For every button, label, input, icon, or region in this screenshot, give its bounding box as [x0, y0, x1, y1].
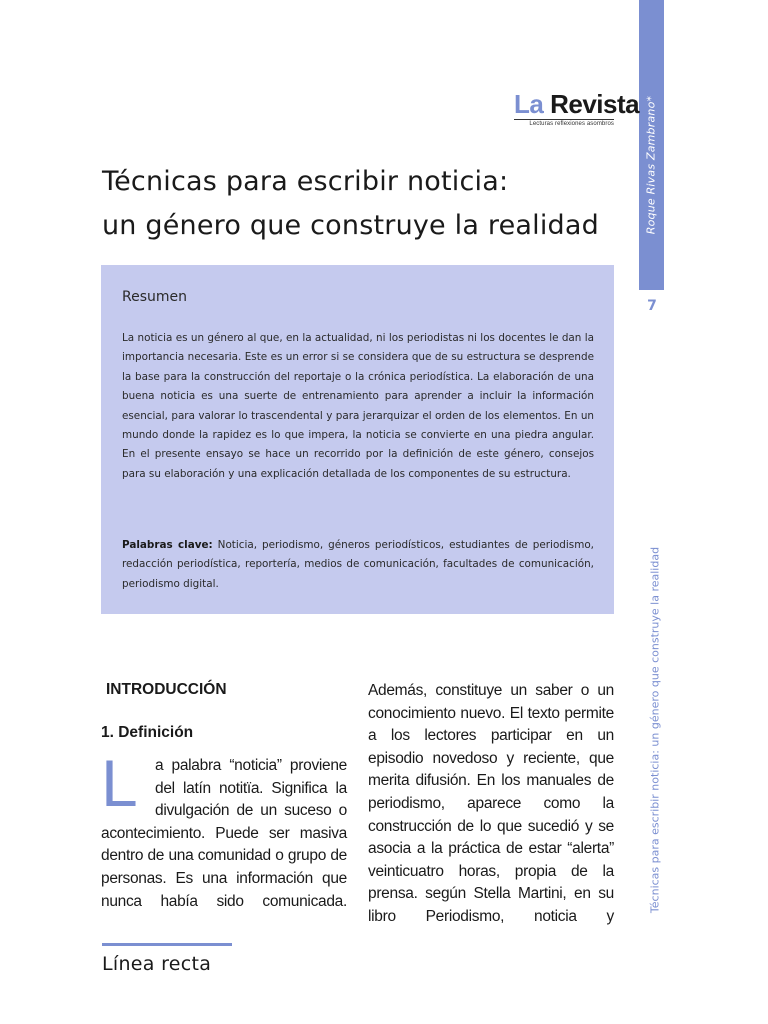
- keywords: [122, 536, 594, 594]
- article-title: [102, 160, 622, 248]
- page-number: 7: [647, 298, 657, 314]
- footer-section-name: Línea recta: [102, 953, 212, 975]
- keywords-label: Palabras clave:: [122, 539, 213, 551]
- article-title-line-1: Técnicas para escribir noticia:: [102, 166, 509, 197]
- footer-rule: [102, 943, 232, 946]
- abstract-heading: Resumen: [122, 289, 188, 305]
- drop-cap: L: [101, 746, 138, 820]
- journal-logo: [514, 89, 640, 127]
- logo-la: La: [514, 89, 544, 119]
- body-column-right: [368, 680, 614, 929]
- logo-revista: Revista: [550, 89, 640, 119]
- definition-heading: 1. Definición: [101, 724, 194, 741]
- logo-wordmark: [514, 89, 640, 119]
- article-title-line-2: un género que construye la realidad: [102, 210, 599, 241]
- keywords-list: Noticia, periodismo, géneros periodísticos, estudiantes de periodismo, redacción periodística, reportería, medios de comunicación, facultades de comunicación, periodismo digital.: [122, 539, 594, 590]
- abstract-box: [101, 265, 614, 614]
- introduction-heading: INTRODUCCIÓN: [106, 681, 227, 698]
- body-text-left: a palabra “noticia” proviene del latín notitïa. Significa la divulgación de un suceso o acontecimiento. Puede ser masiva dentro de una comunidad o grupo de personas. Es una información que nunca había sido comunicada.: [101, 757, 347, 910]
- body-column-left: [101, 680, 347, 913]
- body-paragraph-left: [101, 746, 347, 913]
- author-name: Roque Rivas Zambrano*: [644, 95, 658, 235]
- abstract-text: La noticia es un género al que, en la actualidad, ni los periodistas ni los docentes le dan la importancia necesaria. Este es un error si se considera que de su estructura se desprende la base para la construcción del reportaje o la crónica periodística. La elaboración de una buena noticia es una suerte de entrenamiento para aprender a incluir la información esencial, para valorar lo trascendental y para jerarquizar el orden de los elementos. En un mundo donde la rapidez es lo que impera, la noticia se convierte en una piedra angular. En el presente ensayo se hace un recorrido por la definición de este género, consejos para su elaboración y una explicación detallada de los componentes de su estructura.: [122, 332, 594, 480]
- body-paragraph-right: Además, constituye un saber o un conocimiento nuevo. El texto permite a los lectores participar en un episodio novedoso y reciente, que merita difusión. En los manuales de periodismo, aparece como la construcción de lo que sucedió y se asocia a la práctica de estar “alerta” veinticuatro horas, propia de la prensa. según Stella Martini, en su libro Periodismo, noticia y: [368, 682, 614, 925]
- running-title: Técnicas para escribir noticia: un género que construye la realidad: [648, 546, 662, 914]
- logo-tagline: Lecturas reflexiones asombros: [514, 119, 614, 127]
